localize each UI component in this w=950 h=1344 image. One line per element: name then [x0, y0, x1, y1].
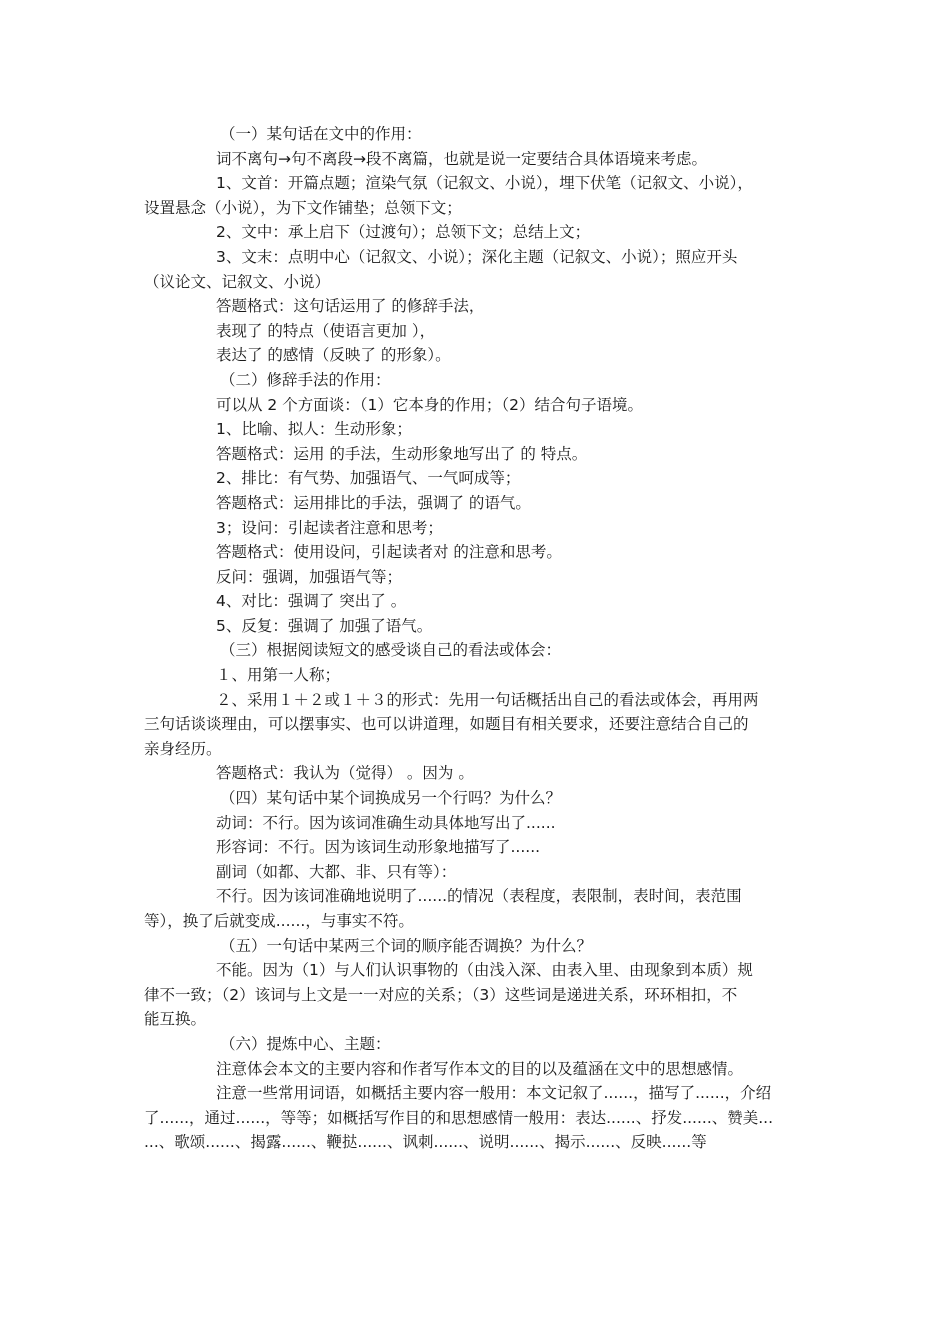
text-line: （四）某句话中某个词换成另一个行吗？为什么？: [220, 789, 562, 808]
text-line: 不能。因为（1）与人们认识事物的（由浅入深、由表入里、由现象到本质）规: [216, 961, 753, 980]
text-line: 三句话谈谈理由，可以摆事实、也可以讲道理，如题目有相关要求，还要注意结合自己的: [144, 715, 749, 734]
text-line: 了......，通过......，等等；如概括写作目的和思想感情一般用：表达......、抒发......、赞美...: [144, 1108, 774, 1127]
text-line: 答题格式：运用排比的手法，强调了 的语气。: [216, 493, 531, 512]
text-line: 形容词：不行。因为该词生动形象地描写了......: [216, 838, 541, 857]
text-line: 亲身经历。: [144, 739, 222, 758]
text-line: （一）某句话在文中的作用：: [220, 125, 422, 143]
text-line: （五）一句话中某两三个词的顺序能否调换？为什么？: [220, 936, 593, 955]
text-line: 注意体会本文的主要内容和作者写作本文的目的以及蕴涵在文中的思想感情。: [216, 1059, 744, 1078]
text-line: 不行。因为该词准确地说明了......的情况（表程度，表限制，表时间，表范围: [216, 887, 742, 906]
text-line: 动词：不行。因为该词准确生动具体地写出了......: [216, 813, 556, 832]
text-line: 2、排比：有气势、加强语气、一气呵成等；: [216, 469, 521, 488]
text-line: 反问：强调，加强语气等；: [216, 567, 403, 586]
text-line: 4、对比：强调了 突出了 。: [216, 592, 407, 611]
text-line: （六）提炼中心、主题：: [220, 1034, 391, 1053]
text-line: （二）修辞手法的作用：: [220, 370, 391, 389]
text-line: 1、文首：开篇点题；渲染气氛（记叙文、小说），埋下伏笔（记叙文、小说），: [216, 174, 753, 193]
text-line: （议论文、记叙文、小说）: [144, 272, 331, 291]
text-line: 可以从 2 个方面谈：（1）它本身的作用；（2）结合句子语境。: [216, 395, 643, 414]
text-line: ２、采用１＋２或１＋３的形式：先用一句话概括出自己的看法或体会，再用两: [216, 690, 759, 709]
text-line: 2、文中：承上启下（过渡句）；总领下文；总结上文；: [216, 223, 591, 242]
text-line: 答题格式：这句话运用了 的修辞手法，: [216, 297, 485, 316]
text-line: 答题格式：运用 的手法，生动形象地写出了 的 特点。: [216, 444, 588, 463]
text-line: 设置悬念（小说），为下文作铺垫；总领下文；: [144, 198, 462, 217]
text-line: １、用第一人称；: [216, 666, 341, 685]
text-line: 能互换。: [144, 1010, 207, 1029]
text-line: 表现了 的特点（使语言更加 ），: [216, 321, 436, 340]
text-line: 词不离句→句不离段→段不离篇，也就是说一定要结合具体语境来考虑。: [216, 149, 707, 168]
text-line: ...、歌颂......、揭露......、鞭挞......、讽刺......、说明......、揭示......、反映......等: [144, 1133, 707, 1152]
text-line: 答题格式：使用设问，引起读者对 的注意和思考。: [216, 543, 562, 562]
text-line: 表达了 的感情（反映了 的形象）。: [216, 346, 451, 365]
document-page: [144, 122, 806, 1155]
text-line: 1、比喻、拟人：生动形象；: [216, 420, 412, 439]
text-line: 答题格式：我认为（觉得） 。因为 。: [216, 764, 474, 783]
text-line: 等），换了后就变成......，与事实不符。: [144, 912, 414, 930]
text-line: （三）根据阅读短文的感受谈自己的看法或体会：: [220, 641, 562, 660]
text-line: 3；设问：引起读者注意和思考；: [216, 518, 443, 537]
text-line: 3、文末：点明中心（记叙文、小说）；深化主题（记叙文、小说）；照应开头: [216, 247, 738, 266]
text-line: 律不一致；（2）该词与上文是一一对应的关系；（3）这些词是递进关系，环环相扣，不: [144, 985, 738, 1004]
text-line: 注意一些常用词语，如概括主要内容一般用：本文记叙了......，描写了......，介绍: [216, 1084, 772, 1103]
text-line: 副词（如都、大都、非、只有等）：: [216, 862, 457, 881]
text-line: 5、反复：强调了 加强了语气。: [216, 616, 433, 635]
